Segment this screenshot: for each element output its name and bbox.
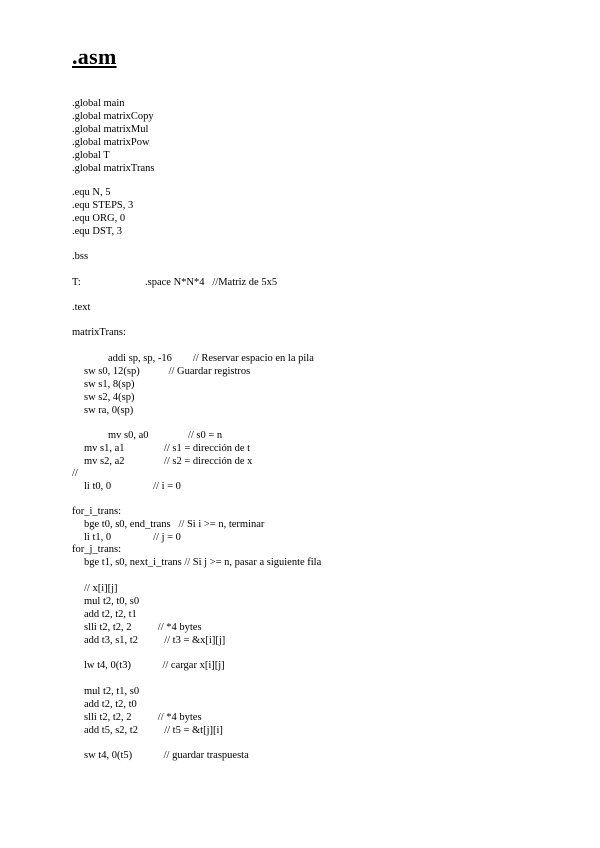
code-line: add t2, t2, t1 (84, 609, 137, 620)
code-label-function: matrixTrans: (72, 327, 126, 338)
code-line: add t3, s1, t2 // t3 = &x[i][j] (84, 635, 226, 646)
code-line: li t0, 0 // i = 0 (84, 481, 181, 492)
code-line: bge t1, s0, next_i_trans // Si j >= n, pasar a siguiente fila (84, 557, 322, 568)
code-line: mv s2, a2 // s2 = dirección de x (84, 456, 253, 467)
code-line: slli t2, t2, 2 // *4 bytes (84, 712, 202, 723)
code-line-comment: // x[i][j] (84, 583, 118, 594)
code-line: lw t4, 0(t3) // cargar x[i][j] (84, 660, 225, 671)
code-line: mul t2, t0, s0 (84, 596, 140, 607)
code-line-text-section: .text (72, 302, 91, 313)
code-line: slli t2, t2, 2 // *4 bytes (84, 622, 202, 633)
code-line: mul t2, t1, s0 (84, 686, 140, 697)
code-line-space: .space N*N*4 //Matriz de 5x5 (145, 277, 278, 288)
code-line-equ: .equ STEPS, 3 (72, 200, 134, 211)
code-label-loop: for_i_trans: (72, 506, 121, 517)
code-line: sw s2, 4(sp) (84, 392, 135, 403)
code-line: li t1, 0 // j = 0 (84, 532, 181, 543)
code-line-bss: .bss (72, 251, 89, 262)
code-line-global: .global T (72, 150, 110, 161)
code-label-t: T: (72, 277, 81, 288)
code-line-equ: .equ N, 5 (72, 187, 111, 198)
code-line: mv s0, a0 // s0 = n (108, 430, 223, 441)
code-line: sw ra, 0(sp) (84, 405, 134, 416)
code-line-global: .global matrixPow (72, 137, 150, 148)
code-line-equ: .equ ORG, 0 (72, 213, 126, 224)
code-line-global: .global matrixTrans (72, 163, 155, 174)
code-label-loop: for_j_trans: (72, 544, 121, 555)
code-line: add t2, t2, t0 (84, 699, 137, 710)
code-line: sw t4, 0(t5) // guardar traspuesta (84, 750, 249, 761)
code-line-global: .global matrixMul (72, 124, 149, 135)
code-line-global: .global main (72, 98, 125, 109)
code-line: bge t0, s0, end_trans // Si i >= n, terminar (84, 519, 265, 530)
code-line: addi sp, sp, -16 // Reservar espacio en la pila (108, 353, 314, 364)
code-line: add t5, s2, t2 // t5 = &t[j][i] (84, 725, 223, 736)
code-line-equ: .equ DST, 3 (72, 226, 122, 237)
document-title: .asm (72, 44, 117, 69)
code-line: sw s1, 8(sp) (84, 379, 135, 390)
code-line-comment: // (72, 468, 78, 479)
code-line: sw s0, 12(sp) // Guardar registros (84, 366, 251, 377)
code-line-global: .global matrixCopy (72, 111, 154, 122)
code-line: mv s1, a1 // s1 = dirección de t (84, 443, 251, 454)
